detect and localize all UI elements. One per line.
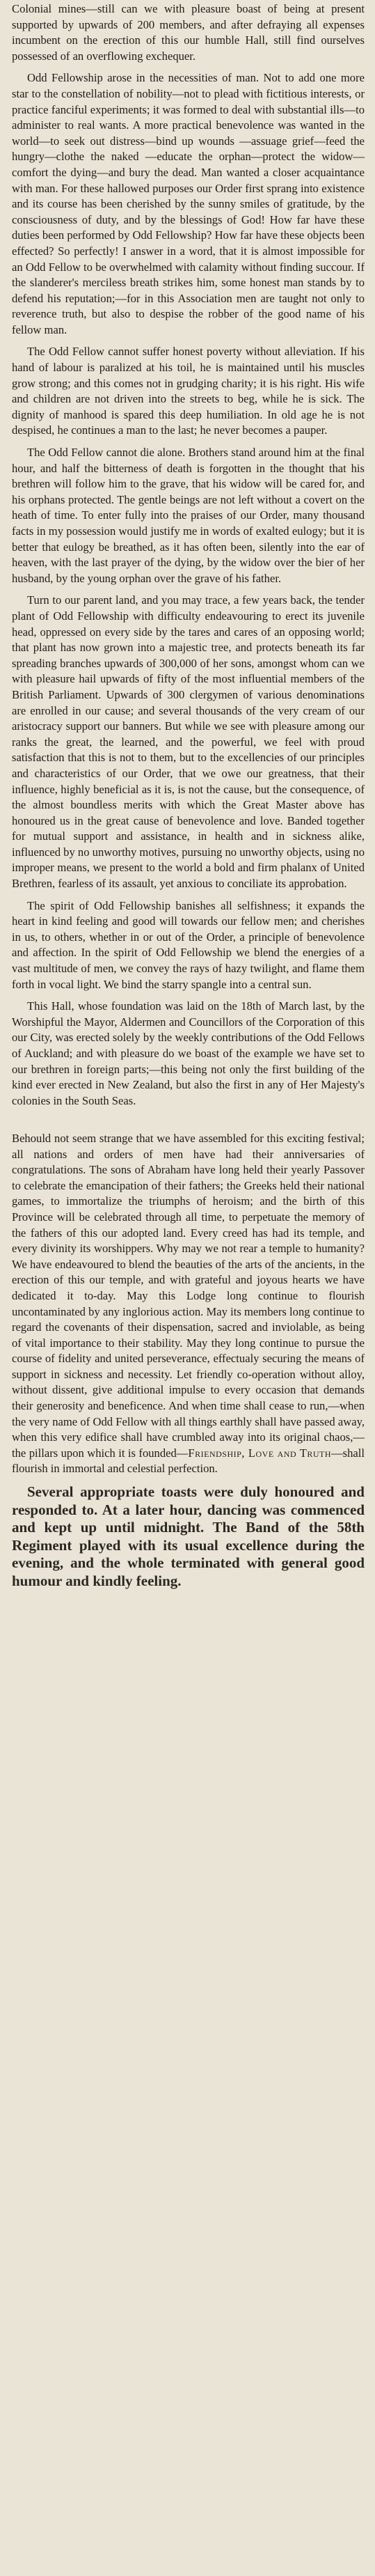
closing-paragraph: Several appropriate toasts were duly honoured and responded to. At a later hour, dancing was commenced and kept up until midnight. The Band of the 58th Regiment played with its usual excellence during the evening, and the whole terminated with general good humour and kindly feeling. [12, 1483, 365, 1589]
paragraph-6: The spirit of Odd Fellowship banishes all selfishness; it expands the heart in kind feeling and good will towards our fellow men; and cherishes in us, to others, whether in or out of the Order, a principle of benevolence and affection. In the spirit of Odd Fellowship we blend the energies of a vast multitude of men, we convey the rays of hazy twilight, and flame them forth in vocal light. We bind the starry spangle into a central sun. [12, 898, 365, 991]
paragraph-8-tail: —shall flourish in immortal and celestial perfection. [12, 1446, 365, 1476]
paragraph-7: This Hall, whose foundation was laid on the 18th of March last, by the Worshipful the Mayor, Aldermen and Councillors of the Corporation of this our City, was erected solely by the weekly contributions of the Odd Fellows of Auckland; and with pleasure do we boast of the example we have set to our brethren in foreign parts;—this being not only the first building of the kind ever erected in New Zealand, but also the first in any of Her Majesty's colonies in the South Seas. [12, 999, 365, 1107]
paragraph-8-body: Behould not seem strange that we have assembled for this exciting festival; all nations and orders of men have had their anniversaries of congratulations. The sons of Abraham have long held their yearly Passover to celebrate the emancipation of their fathers; the Greeks held their national games, to immortalize the triumphs of heroism; and the birth of this Province will be celebrated through all time, to perpetuate the memory of the fathers of this our adopted land. Every creed has had its temple, and every divinity its worshippers. Why may we not rear a temple to humanity? We have endeavoured to blend the beauties of the arts of the ancients, in the erection of this our temple, and with grateful and joyous hearts we have dedicated it to-day. May this Lodge long continue to flourish uncontaminated by any inglorious action. May its members long continue to regard the covenants of their dispensation, sacred and inviolable, as being of vital importance to their stability. May they long continue to pursue the course of fidelity and united perseverance, effectualy securing the means of support in sickness and necessity. Let friendly co-operation without alloy, without dissent, give additional impulse to every occasion that demands their generosity and beneficence. And when time shall cease to run,—when the very name of Odd Fellow with all things earthly shall have passed away, when this very edifice shall have crumbled away into its original chaos,—the pillars upon which it is founded— [12, 1131, 365, 1460]
paragraph-3: The Odd Fellow cannot suffer honest poverty without alleviation. If his hand of labour is paralized at his toil, he is maintained until his muscles grow strong; and this comes not in grudging charity; it is his right. His wife and children are not driven into the streets to beg, while he is sick. The dignity of manhood is spared this deep humiliation. In old age he is not despised, he continues a man to the last; he never becomes a pauper. [12, 345, 365, 437]
paragraph-4: The Odd Fellow cannot die alone. Brothers stand around him at the final hour, and half the bitterness of death is forgotten in the thought that his brethren will follow him to the grave, that his widow will be cared for, and his orphans protected. The gentle beings are not left without a covert on the heath of time. To enter fully into the praises of our Order, many thousand facts in my possession would justify me in words of exalted eulogy; but it is better that eulogy be breathed, as it has often been, silently into the ear of heaven, with the last prayer of the dying, by the widow over the bier of her husband, by the young orphan over the grave of his father. [12, 446, 365, 585]
paragraph-2: Odd Fellowship arose in the necessities of man. Not to add one more star to the constellation of nobility—not to plead with fictitious interests, or practice fanciful experiments; it was formed to deal with substantial ills—to administer to real wants. A more practical benevolence was wanted in the world—to seek out distress—bind up wounds —assuage grief—feed the hungry—clothe the naked —educate the orphan—protect the widow—comfort the dying—and bury the dead. Man wanted a closer acquaintance with man. For these hallowed purposes our Order first sprang into existence and its course has been cherished by the sunny smiles of gratitude, by the consciousness of duty, and by the blessings of God! How far have these duties been performed by Odd Fellowship? How far have these objects been effected? So perfectly! I answer in a word, that it is almost impossible for an Odd Fellow to be overwhelmed with calamity without finding succour. If the slanderer's merciless breath strikes him, some honest man stands by to defend his reputation;—for in this Association men are taught not only to reverence truth, but also to despise the robber of the good name of his fellow man. [12, 71, 365, 336]
order-motto: Friendship, Love and Truth [188, 1446, 332, 1460]
paragraph-1: Colonial mines—still can we with pleasure boast of being at present supported by upwards of 200 members, and after defraying all expenses incumbent on the erection of this our humble Hall, still find ourselves possessed of an overflowing exchequer. [12, 2, 365, 63]
paragraph-5: Turn to our parent land, and you may trace, a few years back, the tender plant of Odd Fellowship with difficulty endeavouring to erect its juvenile head, oppressed on every side by the tares and cares of an opposing world; that plant has now grown into a majestic tree, and protects beneath its far spreading branches upwards of 300,000 of her sons, amongst whom can we with pleasure hail upwards of fifty of the most influential members of the British Parliament. Upwards of 300 clergymen of various denominations are enrolled in our cause; and several thousands of the very cream of our aristocracy support our banners. But while we see with pleasure among our ranks the great, the learned, and the powerful, we feel with proud satisfaction that this is not to them, but to the excellencies of our principles and characteristics of our Order, that we owe our greatness, that their influence, highly beneficial as it is, is not the cause, but the consequence, of the almost boundless merits with which the Great Master above has honoured us in the great cause of benevolence and love. Banded together for mutual support and assistance, in health and in sickness alike, influenced by no unworthy motives, pursuing no unworthy objects, using no improper means, we present to the world a bold and firm phalanx of United Brethren, fearless of its assault, yet anxious to conciliate its approbation. [12, 593, 365, 891]
paragraph-8 [12, 1115, 365, 1477]
